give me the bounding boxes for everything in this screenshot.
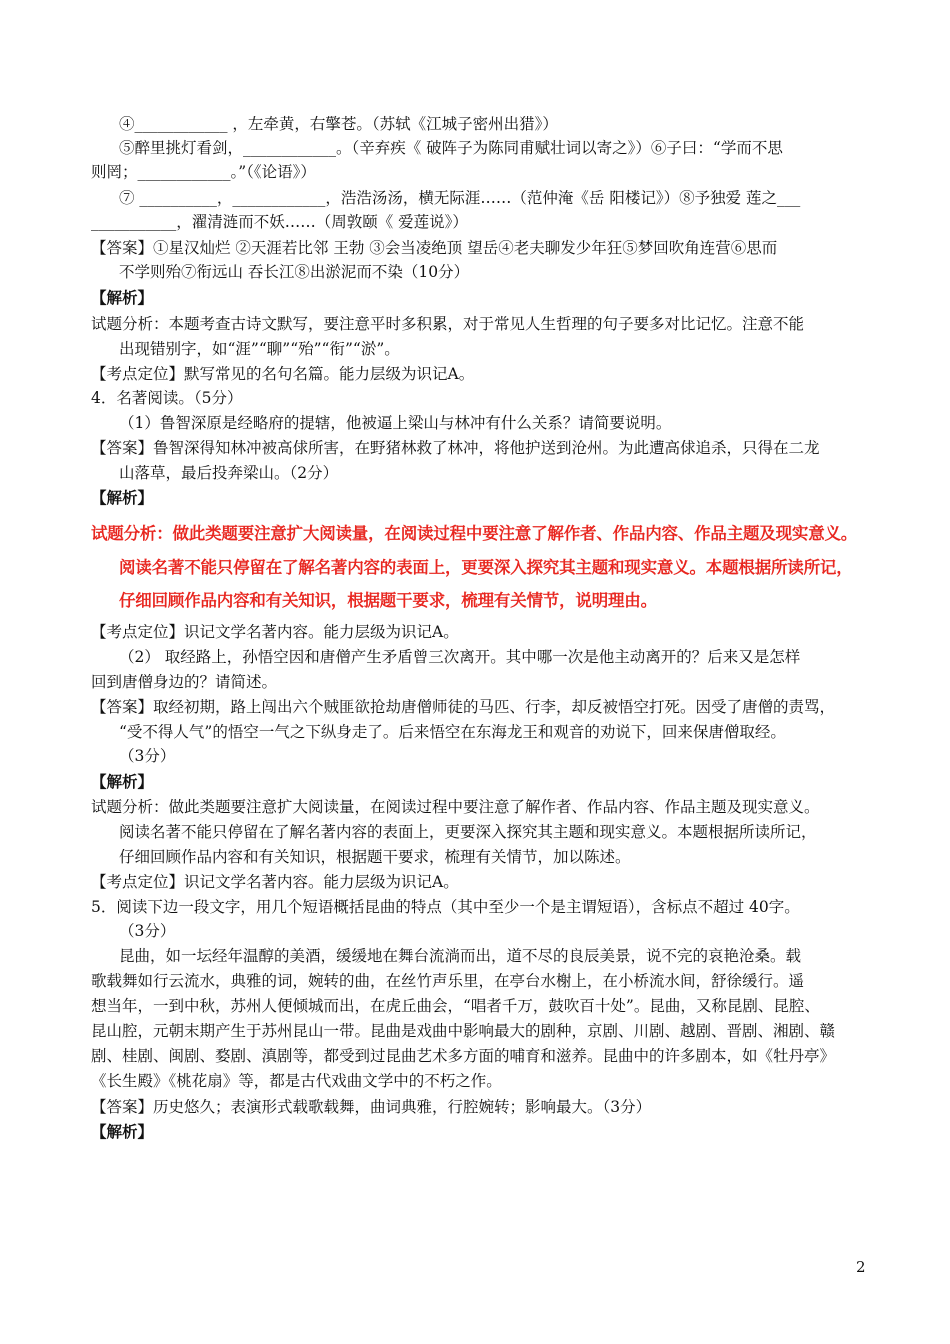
text-line: 【考点定位】识记文学名著内容。能力层级为识记A。 [91, 873, 459, 891]
text-line: （2） 取经路上，孙悟空因和唐僧产生矛盾曾三次离开。其中哪一次是他主动离开的？后来又是怎样 [119, 648, 801, 666]
text-line: （1）鲁智深原是经略府的提辖，他被逼上梁山与林冲有什么关系？请简要说明。 [119, 414, 672, 432]
highlighted-analysis-line: 试题分析：做此类题要注意扩大阅读量，在阅读过程中要注意了解作者、作品内容、作品主题及现实意义。 [91, 524, 858, 543]
text-line: 试题分析：做此类题要注意扩大阅读量，在阅读过程中要注意了解作者、作品内容、作品主题及现实意义。 [91, 798, 820, 816]
highlighted-analysis-line: 阅读名著不能只停留在了解名著内容的表面上，更要深入探究其主题和现实意义。本题根据所读所记， [119, 558, 853, 577]
passage-line: 昆曲，如一坛经年温醇的美酒，缓缓地在舞台流淌而出，道不尽的良辰美景，说不完的哀艳沧桑。载 [119, 947, 802, 965]
text-line: 【考点定位】识记文学名著内容。能力层级为识记A。 [91, 623, 459, 641]
text-line: 阅读名著不能只停留在了解名著内容的表面上，更要深入探究其主题和现实意义。本题根据所读所记， [119, 823, 817, 841]
text-line: ④____________ ，左牵黄，右擎苍。（苏轼《江城子密州出猎》） [119, 115, 558, 133]
passage-line: 想当年，一到中秋，苏州人便倾城而出，在虎丘曲会，“唱者千万，鼓吹百十处”。昆曲，又称昆剧、昆腔、 [91, 997, 820, 1015]
answer-line: 【答案】鲁智深得知林冲被高俅所害，在野猪林救了林冲，将他护送到沧州。为此遭高俅追杀，只得在二龙 [91, 439, 820, 457]
text-line: ⑤醉里挑灯看剑，____________。（辛弃疾《 破阵子为陈同甫赋壮词以寄之》）⑥子曰：“学而不思 [119, 139, 783, 157]
text-line: 试题分析：本题考查古诗文默写，要注意平时多积累，对于常见人生哲理的句子要多对比记忆。注意不能 [91, 315, 805, 333]
answer-line: 【答案】历史悠久；表演形式载歌载舞，曲词典雅，行腔婉转；影响最大。（3分） [91, 1098, 652, 1116]
analysis-heading: 【解析】 [91, 772, 154, 791]
text-line: 出现错别字，如“涯”“聊”“殆”“衔”“淤”。 [119, 340, 400, 358]
analysis-heading: 【解析】 [91, 288, 154, 307]
text-line: 仔细回顾作品内容和有关知识，根据题干要求，梳理有关情节，加以陈述。 [119, 848, 631, 866]
text-line: 不学则殆⑦衔远山 吞长江⑧出淤泥而不染（10分） [119, 263, 470, 281]
text-line: 【考点定位】默写常见的名句名篇。能力层级为识记A。 [91, 365, 475, 383]
answer-line: 【答案】取经初期，路上闯出六个贼匪欲抢劫唐僧师徒的马匹、行李，却反被悟空打死。因受了唐僧的责骂， [91, 698, 836, 716]
text-line: ⑦ __________，____________，浩浩汤汤，横无际涯……（范仲淹《岳 阳楼记》）⑧予独爱 莲之___ [119, 189, 801, 207]
text-line: （3分） [119, 922, 176, 940]
analysis-heading: 【解析】 [91, 1122, 154, 1141]
text-line: 山落草，最后投奔梁山。（2分） [119, 464, 339, 482]
text-line: 则罔；____________。”（《论语》） [91, 163, 316, 181]
question-heading: 5．阅读下边一段文字，用几个短语概括昆曲的特点（其中至少一个是主谓短语），含标点不超过 40字。 [91, 898, 800, 916]
text-line: （3分） [119, 747, 176, 765]
page-number: 2 [856, 1258, 866, 1276]
passage-line: 歌载舞如行云流水，典雅的词，婉转的曲，在丝竹声乐里，在亭台水榭上，在小桥流水间，舒徐缓行。遥 [91, 972, 805, 990]
text-line: ___________，濯清涟而不妖……（周敦颐《 爱莲说》） [91, 213, 468, 231]
text-line: “受不得人气”的悟空一气之下纵身走了。后来悟空在东海龙王和观音的劝说下，回来保唐僧取经。 [119, 723, 786, 741]
question-heading: 4．名著阅读。（5分） [91, 389, 243, 407]
passage-line: 昆山腔，元朝末期产生于苏州昆山一带。昆曲是戏曲中影响最大的剧种，京剧、川剧、越剧、晋剧、湘剧、赣 [91, 1022, 836, 1040]
text-line: 回到唐僧身边的？请简述。 [91, 673, 278, 691]
analysis-heading: 【解析】 [91, 488, 154, 507]
answer-line: 【答案】①星汉灿烂 ②天涯若比邻 王勃 ③会当凌绝顶 望岳④老夫聊发少年狂⑤梦回吹角连营⑥思而 [91, 239, 778, 257]
passage-line: 剧、桂剧、闽剧、婺剧、滇剧等，都受到过昆曲艺术多方面的哺育和滋养。昆曲中的许多剧本，如《牡丹亭》 [91, 1047, 836, 1065]
passage-line: 《长生殿》《桃花扇》等，都是古代戏曲文学中的不朽之作。 [91, 1072, 502, 1090]
highlighted-analysis-line: 仔细回顾作品内容和有关知识，根据题干要求，梳理有关情节，说明理由。 [119, 591, 657, 610]
